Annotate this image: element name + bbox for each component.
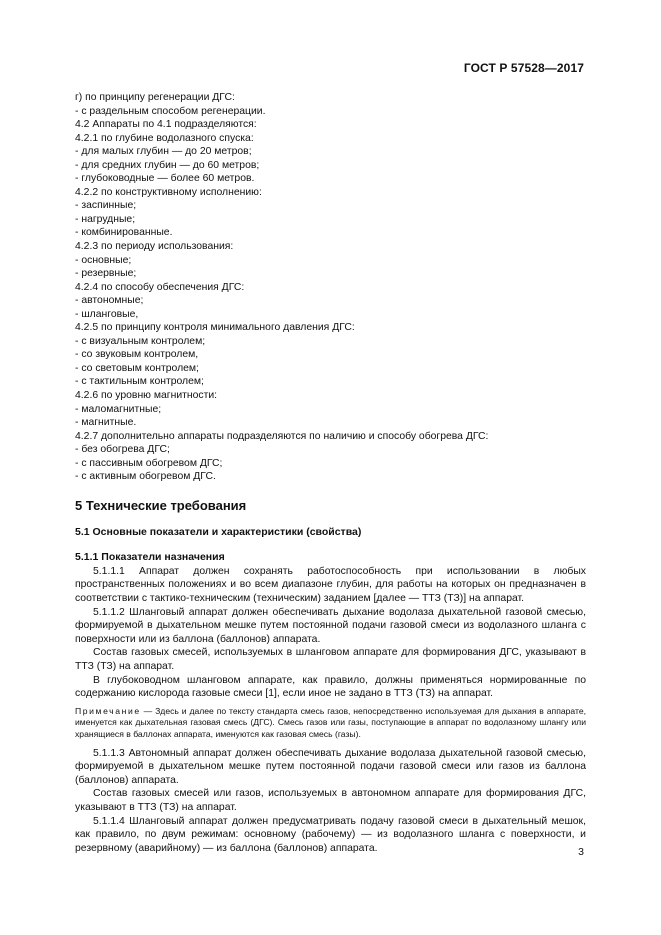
subsubsection-title: 5.1.1 Показатели назначения (75, 550, 225, 563)
page-number: 3 (578, 846, 584, 858)
list-line: - комбинированные. (75, 227, 173, 239)
list-line: - шланговые, (75, 308, 139, 320)
list-line: - с тактильным контролем; (75, 376, 204, 388)
list-line: - со звуковым контролем, (75, 349, 199, 361)
list-line: - магнитные. (75, 417, 137, 429)
list-line: 4.2 Аппараты по 4.1 подразделяются: (75, 119, 257, 131)
page-body (75, 91, 586, 855)
section-title: 5 Технические требования (75, 497, 247, 513)
list-line: - с пассивным обогревом ДГС; (75, 457, 223, 469)
list-line: - маломагнитные; (75, 403, 162, 415)
paragraph-gas-mix-hose: Состав газовых смесей, используемых в шланговом аппарате для формирования ДГС, указывают в ТТЗ (ТЗ) на аппарат. (75, 647, 586, 673)
paragraph-5-1-1-3: 5.1.1.3 Автономный аппарат должен обеспечивать дыхание водолаза дыхательной газовой смесью, формируемой в дыхательном мешке путем постоянной подачи газовой смеси или газов из баллона (баллонов) аппарата. (75, 747, 586, 786)
list-line: 4.2.5 по принципу контроля минимального давления ДГС: (75, 322, 355, 334)
list-line: 4.2.1 по глубине водолазного спуска: (75, 132, 254, 144)
subsection-title: 5.1 Основные показатели и характеристики (свойства) (75, 525, 362, 538)
note-text: — Здесь и далее по тексту стандарта смесь газов, непосредственно используемая для дыхания в аппарате, именуется как дыхательная газовая смесь (ДГС). Смесь газов или газы, поступающие в аппарат по водолазному шлангу или хранящиеся в баллонах аппарата, именуются как газовая смесь (газы). (75, 705, 586, 739)
list-line: - глубоководные — более 60 метров. (75, 173, 255, 185)
paragraph-5-1-1-4: 5.1.1.4 Шланговый аппарат должен предусматривать подачу газовой смеси в дыхательный мешок, как правило, по двум режимам: основному (рабочему) — из водолазного шланга с поверхности, и резервному (аварийному) — из баллона (баллонов) аппарата. (75, 815, 586, 854)
classification-list (75, 91, 586, 484)
list-line: - с раздельным способом регенерации. (75, 105, 266, 117)
list-line: - со световым контролем; (75, 362, 199, 374)
paragraph-5-1-1-2: 5.1.1.2 Шланговый аппарат должен обеспечивать дыхание водолаза дыхательной газовой смесью, формируемой в дыхательном мешке путем постоянной подачи газовой смеси из водолазного шланга с поверхности или из баллона (баллонов) аппарата. (75, 606, 586, 645)
paragraph-5-1-1-1: 5.1.1.1 Аппарат должен сохранять работоспособность при использовании в любых пространственных положениях и во всем диапазоне глубин, для работы на которых он предназначен в соответствии с тактико-техническим (техническим) заданием [далее — ТТЗ (ТЗ)] на аппарат. (75, 565, 586, 605)
list-line: 4.2.6 по уровню магнитности: (75, 390, 218, 402)
document-header: ГОСТ Р 57528—2017 (463, 61, 584, 75)
list-line: - автономные; (75, 295, 144, 307)
list-line: - для средних глубин — до 60 метров; (75, 159, 260, 171)
list-line: - для малых глубин — до 20 метров; (75, 146, 252, 158)
list-line: - без обогрева ДГС; (75, 444, 170, 456)
list-line: - нагрудные; (75, 213, 136, 225)
list-line: - с активным обогревом ДГС. (75, 471, 216, 483)
paragraph-deep-water: В глубоководном шланговом аппарате, как правило, должны применяться нормированные по содержанию кислорода газовые смеси [1], если иное не задано в ТТЗ (ТЗ) на аппарат. (75, 674, 586, 700)
list-line: 4.2.3 по периоду использования: (75, 241, 234, 253)
list-line: - заспинные; (75, 200, 137, 212)
note-label: Примечание (75, 705, 141, 716)
list-line: 4.2.4 по способу обеспечения ДГС: (75, 281, 245, 293)
list-line: - основные; (75, 254, 132, 266)
list-line: - резервные; (75, 268, 137, 280)
note (75, 706, 586, 741)
list-line: 4.2.2 по конструктивному исполнению: (75, 186, 262, 198)
paragraph-gas-mix-autonomous: Состав газовых смесей или газов, используемых в автономном аппарате для формирования ДГС, указывают в ТТЗ (ТЗ) на аппарат. (75, 788, 586, 813)
list-line: г) по принципу регенерации ДГС: (75, 92, 235, 103)
list-line: 4.2.7 дополнительно аппараты подразделяются по наличию и способу обогрева ДГС: (75, 430, 489, 442)
list-line: - с визуальным контролем; (75, 335, 206, 347)
